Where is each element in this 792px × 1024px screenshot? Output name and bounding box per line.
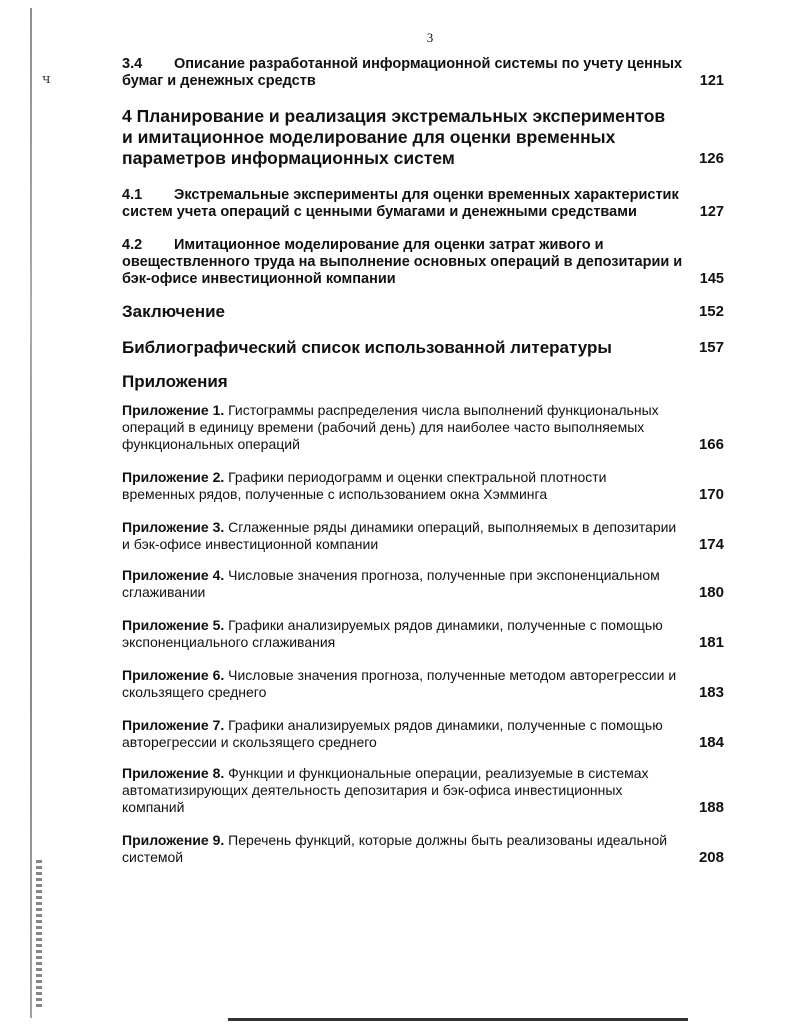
toc-appendix-5 bbox=[122, 617, 724, 651]
toc-appendix-3 bbox=[122, 519, 724, 553]
toc-entry-number: 4.2 bbox=[122, 237, 143, 253]
toc-entry-title: Экстремальные эксперименты для оценки временных характеристик систем учета операций с ценными бумагами и денежными средствами bbox=[122, 187, 679, 220]
appendix-label: Приложение 5. bbox=[122, 617, 225, 633]
toc-entry-number: 3.4 bbox=[122, 56, 143, 72]
appendix-title: Гистограммы распределения числа выполнений функциональных операций в единицу времени (рабочий день) для наиболее часто выполняемых функциональных операций bbox=[122, 402, 659, 452]
appendix-list bbox=[122, 402, 724, 866]
appendix-label: Приложение 3. bbox=[122, 519, 225, 535]
toc-entry-3-4 bbox=[122, 56, 724, 90]
toc-entry-bibliography bbox=[122, 338, 724, 358]
toc-entry-page: 152 bbox=[698, 303, 724, 320]
toc-appendix-1 bbox=[122, 402, 724, 453]
toc-entry-chapter-4 bbox=[122, 106, 724, 169]
appendix-title: Графики периодограмм и оценки спектральной плотности временных рядов, полученные с использованием окна Хэмминга bbox=[122, 469, 607, 502]
page-bottom-rule bbox=[228, 1018, 688, 1021]
toc-entry-title: Имитационное моделирование для оценки затрат живого и овеществленного труда на выполнение основных операций в депозитарии и бэк-офисе инвестиционной компании bbox=[122, 237, 683, 287]
appendix-title: Сглаженные ряды динамики операций, выполняемых в депозитарии и бэк-офисе инвестиционной компании bbox=[122, 519, 677, 552]
toc-entry-title: Заключение bbox=[122, 302, 225, 321]
appendix-label: Приложение 9. bbox=[122, 832, 225, 848]
appendix-page: 166 bbox=[698, 436, 724, 453]
appendix-page: 181 bbox=[698, 634, 724, 651]
appendix-page: 170 bbox=[698, 486, 724, 503]
toc-entry-title: Описание разработанной информационной системы по учету ценных бумаг и денежных средств bbox=[122, 56, 683, 89]
appendix-page: 174 bbox=[698, 536, 724, 553]
appendix-page: 208 bbox=[698, 849, 724, 866]
appendix-title: Числовые значения прогноза, полученные при экспоненциальном сглаживании bbox=[122, 567, 660, 600]
appendix-title: Функции и функциональные операции, реализуемые в системах автоматизирующих деятельность депозитария и бэк-офиса инвестиционных компаний bbox=[122, 765, 649, 815]
margin-mark: ч bbox=[42, 72, 51, 87]
appendix-label: Приложение 7. bbox=[122, 717, 225, 733]
appendix-title: Графики анализируемых рядов динамики, полученные с помощью экспоненциального сглаживания bbox=[122, 617, 663, 650]
appendix-page: 183 bbox=[698, 684, 724, 701]
appendix-title: Перечень функций, которые должны быть реализованы идеальной системой bbox=[122, 832, 668, 865]
toc-appendix-8 bbox=[122, 765, 724, 816]
toc-appendix-7 bbox=[122, 717, 724, 751]
page-number: 3 bbox=[426, 30, 434, 45]
toc-entry-4-1 bbox=[122, 187, 724, 221]
appendix-label: Приложение 1. bbox=[122, 402, 225, 418]
appendix-label: Приложение 4. bbox=[122, 567, 225, 583]
toc-appendix-4 bbox=[122, 567, 724, 601]
toc-entry-page: 127 bbox=[699, 204, 724, 220]
appendix-label: Приложение 6. bbox=[122, 667, 225, 683]
toc-entry-page: 145 bbox=[699, 271, 724, 287]
toc-entry-page: 121 bbox=[699, 73, 724, 89]
toc-appendices-heading: Приложения bbox=[122, 372, 228, 391]
appendix-page: 188 bbox=[698, 799, 724, 816]
appendix-page: 184 bbox=[698, 734, 724, 751]
appendix-label: Приложение 8. bbox=[122, 765, 225, 781]
appendix-title: Графики анализируемых рядов динамики, полученные с помощью авторегрессии и скользящего среднего bbox=[122, 717, 663, 750]
toc-entry-4-2 bbox=[122, 237, 724, 288]
appendix-label: Приложение 2. bbox=[122, 469, 225, 485]
toc-entry-title: 4 Планирование и реализация экстремальных экспериментов и имитационное моделирование для оценки временных параметров информационных систем bbox=[122, 106, 666, 168]
toc-entry-title: Библиографический список использованной литературы bbox=[122, 338, 612, 357]
toc-appendix-2 bbox=[122, 469, 724, 503]
toc-entry-page: 157 bbox=[698, 339, 724, 356]
appendix-title: Числовые значения прогноза, полученные методом авторегрессии и скользящего среднего bbox=[122, 667, 677, 700]
toc-entry-page: 126 bbox=[698, 150, 724, 167]
toc-entry-conclusion bbox=[122, 302, 724, 322]
toc-appendix-9 bbox=[122, 832, 724, 866]
toc-appendix-6 bbox=[122, 667, 724, 701]
scan-edge-line bbox=[30, 8, 32, 1018]
scan-edge-noise bbox=[36, 860, 42, 1010]
appendix-page: 180 bbox=[698, 584, 724, 601]
toc-entry-number: 4.1 bbox=[122, 187, 143, 203]
table-of-contents bbox=[122, 54, 724, 866]
